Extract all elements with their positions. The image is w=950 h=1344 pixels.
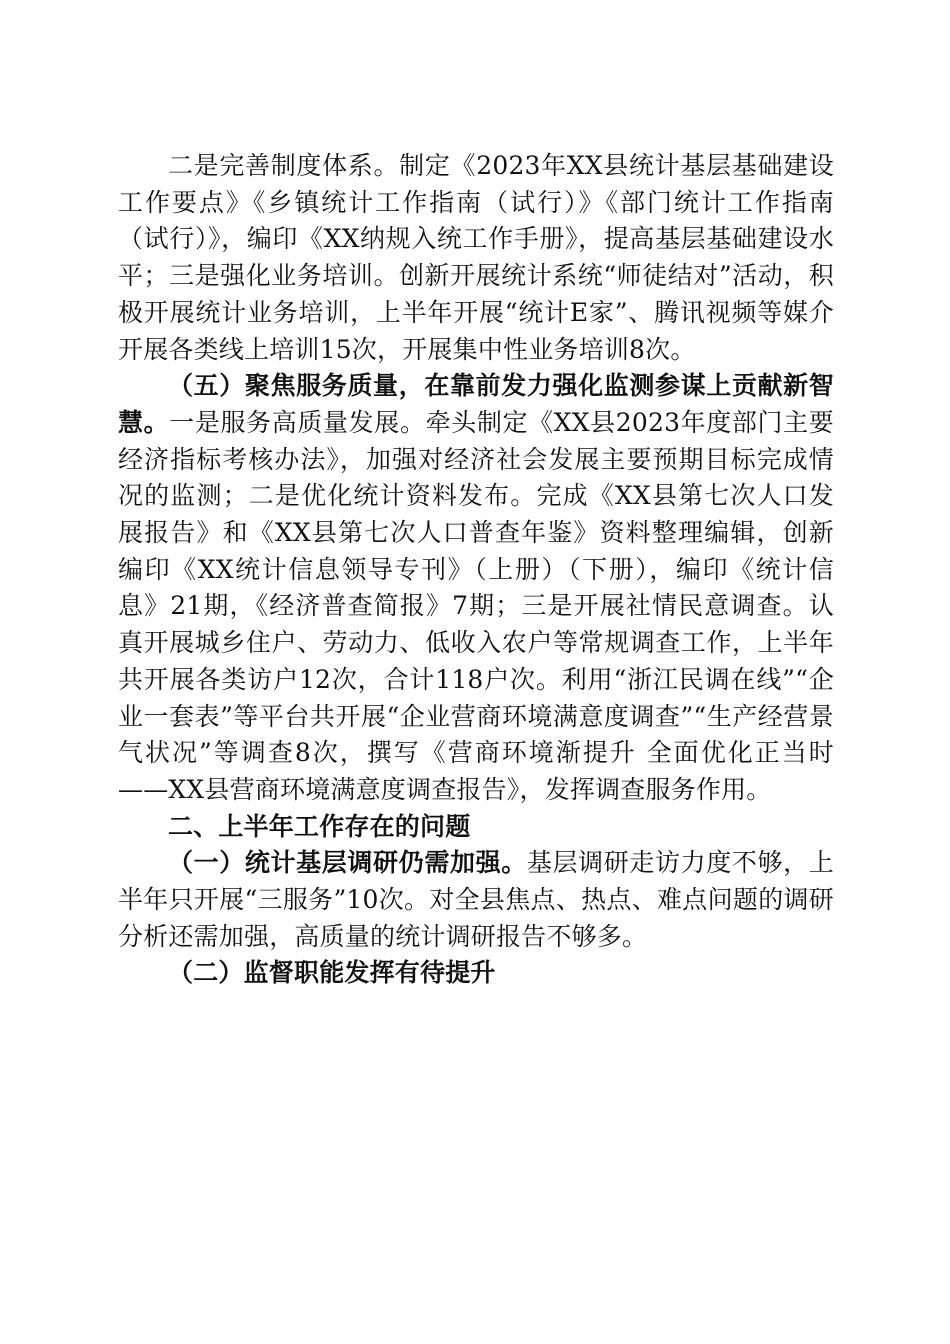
paragraph-research bbox=[118, 845, 834, 955]
paragraph-text: 一是服务高质量发展。牵头制定《XX县2023年度部门主要经济指标考核办法》，加强对经济社会发展主要预期目标完成情况的监测；二是优化统计资料发布。完成《XX县第七次人口发展报告》和《XX县第七次人口普查年鉴》资料整理编辑，创新编印《XX统计信息领导专刊》（上册）（下册），编印《统计信息》21期，《经济普查简报》7期；三是开展社情民意调查。认真开展城乡住户、劳动力、低收入农户等常规调查工作，上半年共开展各类访户12次，合计118户次。利用“浙江民调在线”“企业一套表”等平台共开展“企业营商环境满意度调查”“生产经营景气状况”等调查8次，撰写《营商环境渐提升 全面优化正当时——XX县营商环境满意度调查报告》，发挥调查服务作用。 bbox=[118, 407, 834, 804]
paragraph-heading: （二）监督职能发挥有待提升 bbox=[168, 958, 496, 988]
paragraph-supervision bbox=[118, 955, 834, 992]
paragraph-text: 基层调研走访力度不够，上半年只开展“三服务”10次。对全县焦点、热点、难点问题的调研分析还需加强，高质量的统计调研报告不够多。 bbox=[118, 848, 834, 951]
paragraph-institution-training bbox=[118, 148, 834, 368]
paragraph-text: 二是完善制度体系。制定《2023年XX县统计基层基础建设工作要点》《乡镇统计工作指南（试行）》《部门统计工作指南（试行）》，编印《XX纳规入统工作手册》，提高基层基础建设水平；三是强化业务培训。创新开展统计系统“师徒结对”活动，积极开展统计业务培训，上半年开展“统计E家”、腾讯视频等媒介开展各类线上培训15次，开展集中性业务培训8次。 bbox=[118, 151, 834, 364]
section-heading: 二、上半年工作存在的问题 bbox=[168, 811, 471, 841]
paragraph-heading: （一）统计基层调研仍需加强。 bbox=[168, 848, 527, 878]
paragraph-heading: （五）聚焦服务质量，在靠前发力强化监测参谋上贡献新智慧。 bbox=[118, 371, 834, 437]
section-title-problems bbox=[118, 809, 834, 846]
document-body bbox=[118, 148, 834, 992]
paragraph-service-quality bbox=[118, 368, 834, 808]
